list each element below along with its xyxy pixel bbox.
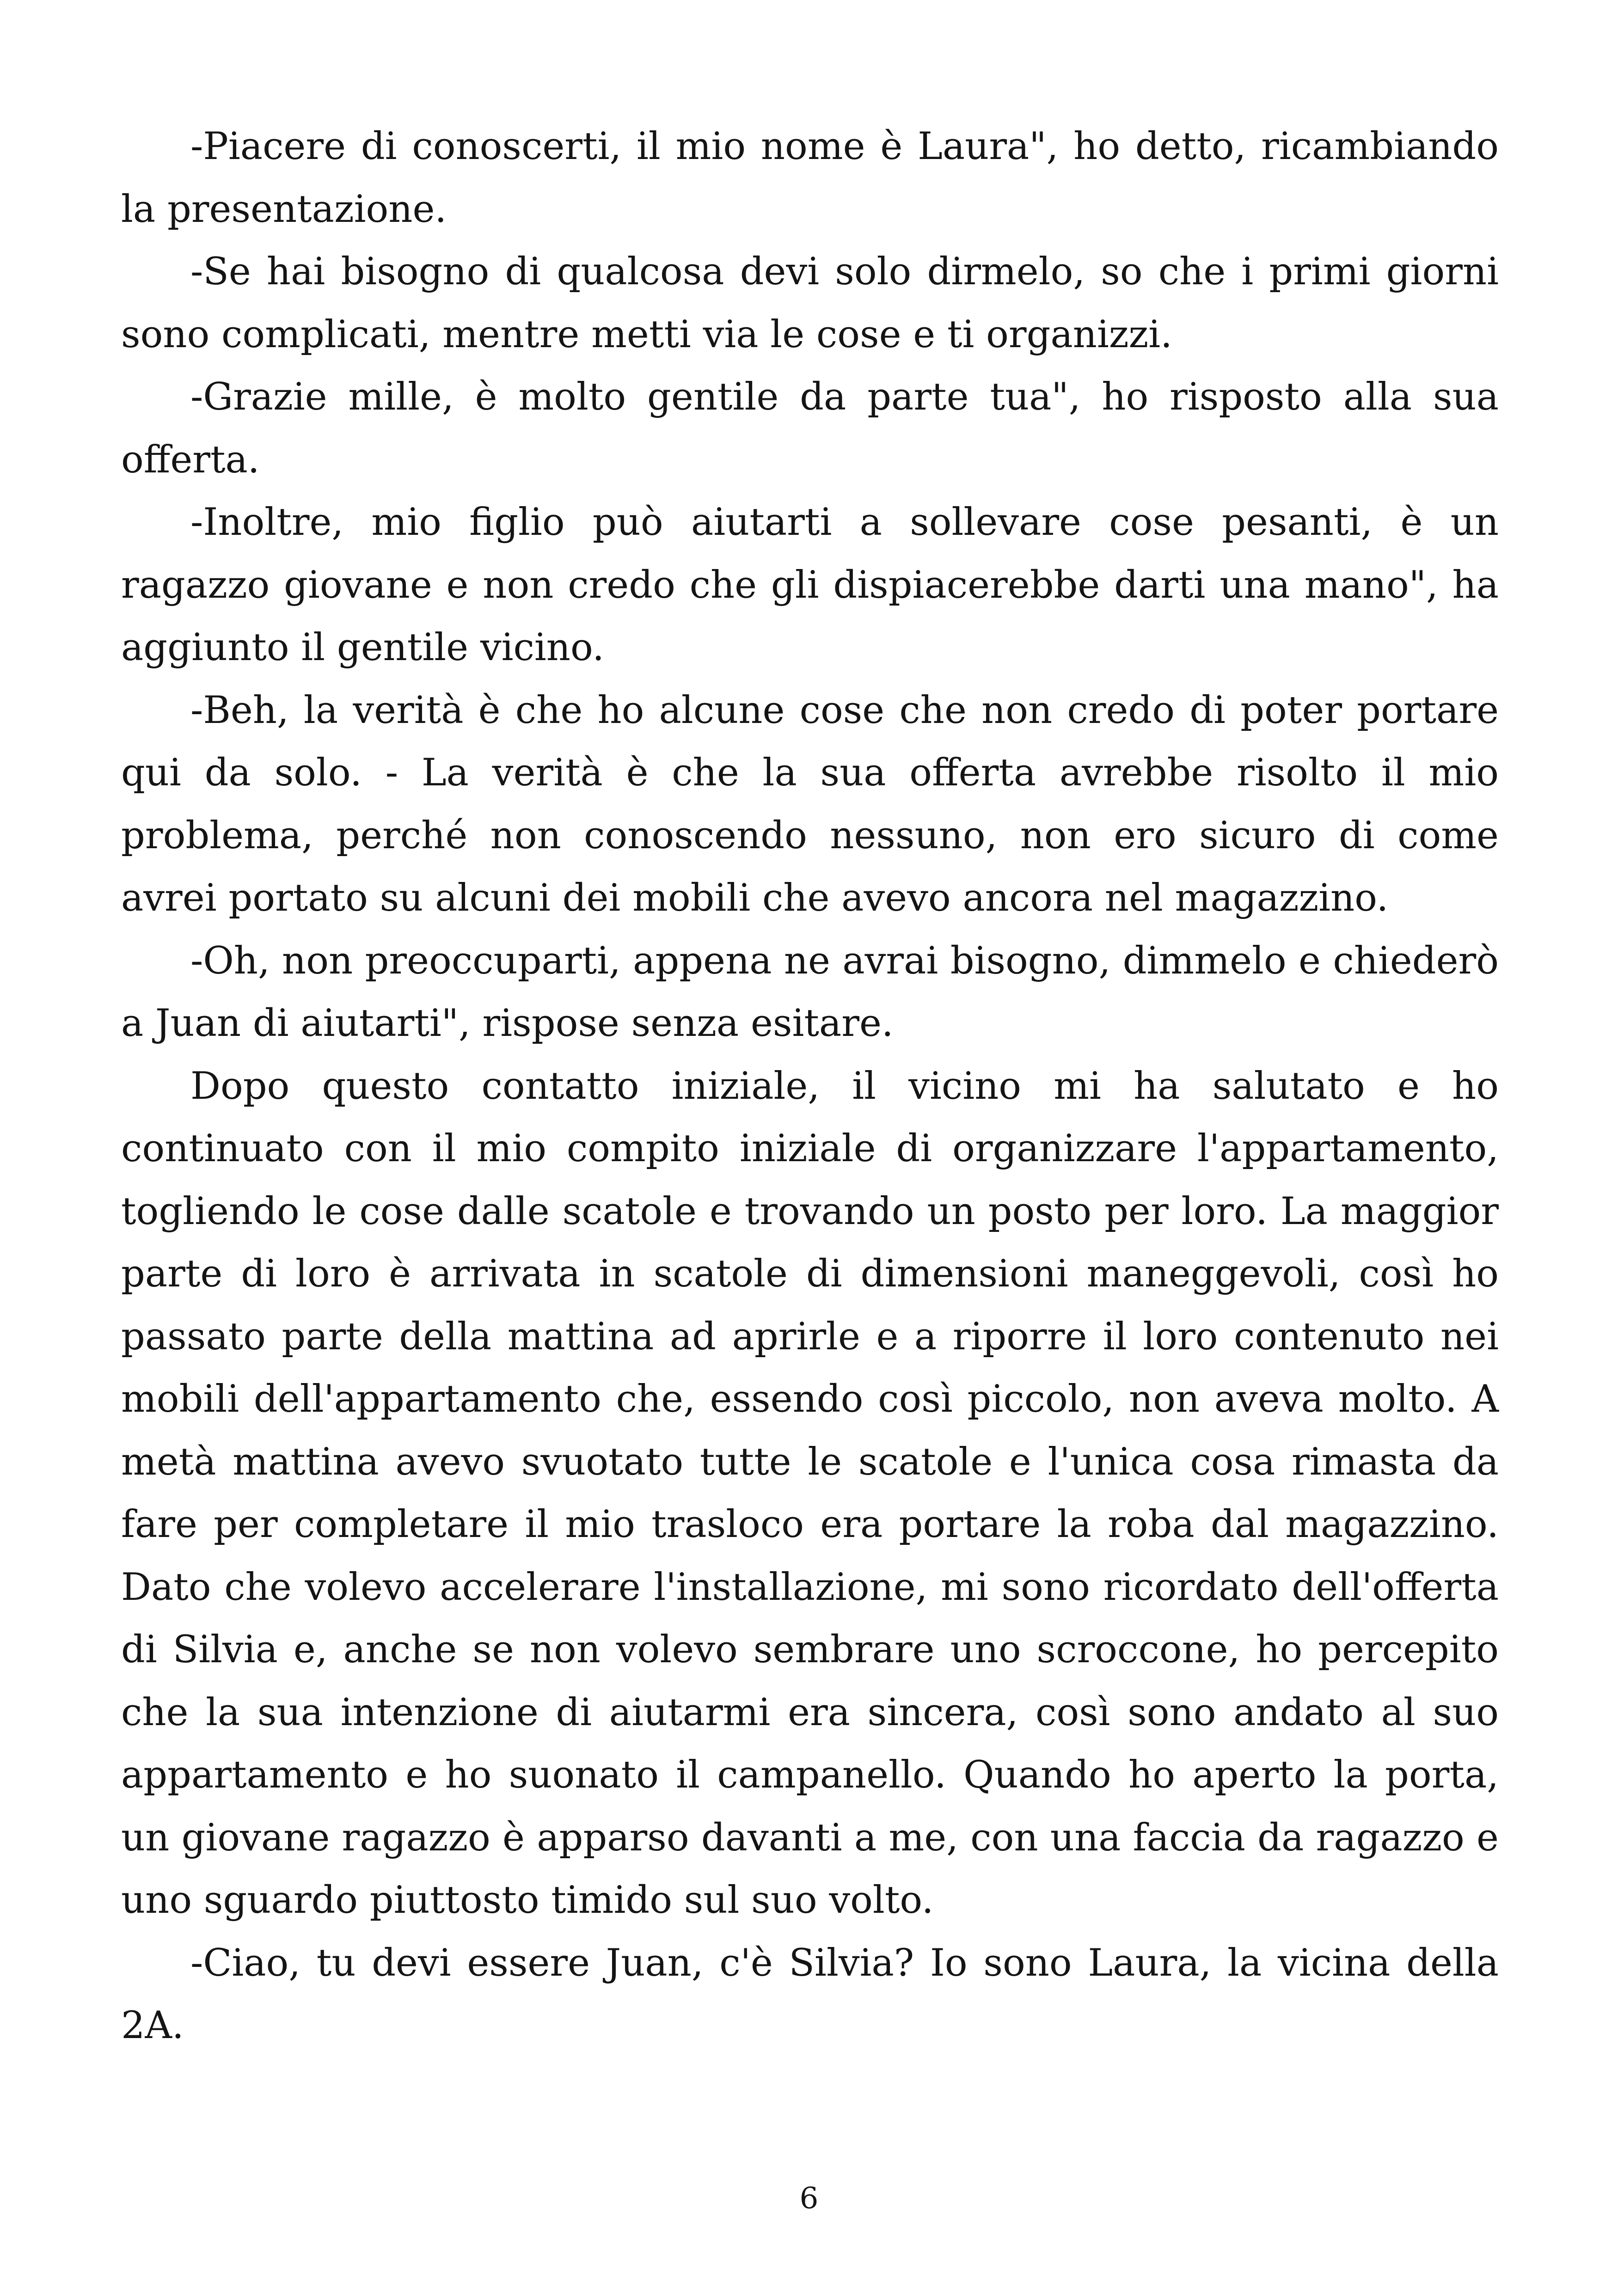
paragraph: -Oh, non preoccuparti, appena ne avrai bisogno, dimmelo e chiederò a Juan di aiutarti", rispose senza esitare. [121,939,1499,1045]
paragraph: -Piacere di conoscerti, il mio nome è Laura", ho detto, ricambiando la presentazione. [121,125,1499,231]
paragraph: -Beh, la verità è che ho alcune cose che non credo di poter portare qui da solo. - La verità è che la sua offerta avrebbe risolto il mio problema, perché non conoscendo nessuno, non ero sicuro di come avrei portato su alcuni dei mobili che avevo ancora nel magazzino. [121,688,1499,920]
paragraph: -Inoltre, mio figlio può aiutarti a sollevare cose pesanti, è un ragazzo giovane e non credo che gli dispiacerebbe darti una mano", ha aggiunto il gentile vicino. [121,501,1499,669]
body-text [121,116,1499,2057]
paragraph: -Se hai bisogno di qualcosa devi solo dirmelo, so che i primi giorni sono complicati, mentre metti via le cose e ti organizzi. [121,250,1499,356]
paragraph: Dopo questo contatto iniziale, il vicino mi ha salutato e ho continuato con il mio compito iniziale di organizzare l'appartamento, togliendo le cose dalle scatole e trovando un posto per loro. La maggior parte di loro è arrivata in scatole di dimensioni maneggevoli, così ho passato parte della mattina ad aprirle e a riporre il loro contenuto nei mobili dell'appartamento che, essendo così piccolo, non aveva molto. A metà mattina avevo svuotato tutte le scatole e l'unica cosa rimasta da fare per completare il mio trasloco era portare la roba dal magazzino. Dato che volevo accelerare l'installazione, mi sono ricordato dell'offerta di Silvia e, anche se non volevo sembrare uno scroccone, ho percepito che la sua intenzione di aiutarmi era sincera, così sono andato al suo appartamento e ho suonato il campanello. Quando ho aperto la porta, un giovane ragazzo è apparso davanti a me, con una faccia da ragazzo e uno sguardo piuttosto timido sul suo volto. [121,1064,1499,1922]
page-number: 6 [799,2181,819,2216]
paragraph: -Ciao, tu devi essere Juan, c'è Silvia? Io sono Laura, la vicina della 2A. [121,1941,1499,2047]
paragraph: -Grazie mille, è molto gentile da parte tua", ho risposto alla sua offerta. [121,375,1499,482]
